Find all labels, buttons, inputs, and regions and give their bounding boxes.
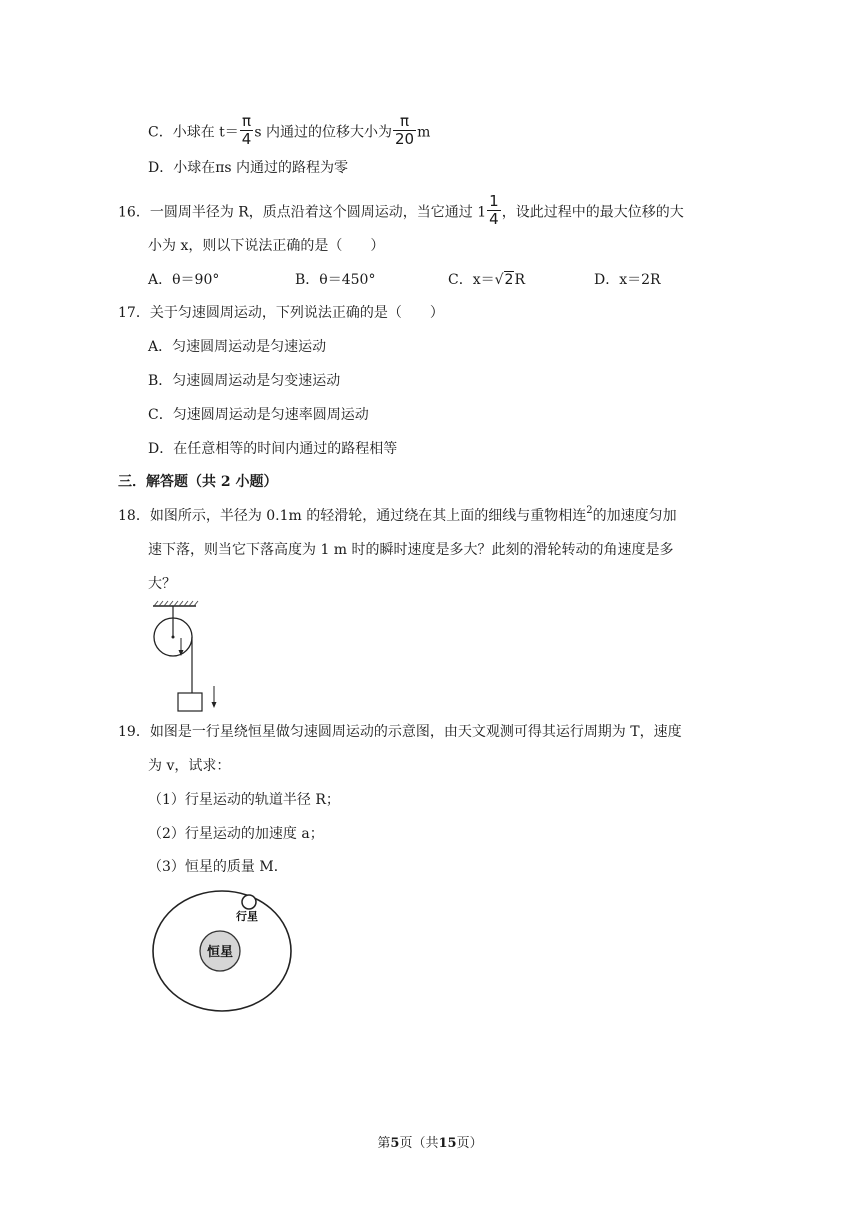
q16-option-a: A．θ＝90°: [148, 272, 220, 288]
star-label: 恒星: [206, 945, 234, 960]
q16-stem-line1: 16．一圆周半径为 R，质点沿着这个圆周运动，当它通过 1 $\frac{1}{4}$ ，设此过程中的最大位移的大: [118, 192, 684, 228]
q17-option-b: B．匀速圆周运动是匀变速运动: [148, 373, 341, 389]
section-heading: 三．解答题（共 2 小题）: [118, 474, 278, 490]
q15-c-fraction-1: $\frac{\pi}{4}$: [241, 112, 252, 148]
q15-c-fraction-2: $\frac{\pi}{20}$: [394, 112, 415, 148]
q16-option-d: D．x＝2R: [594, 272, 661, 288]
q17-option-a: A．匀速圆周运动是匀速运动: [148, 339, 327, 355]
q19-part-2: （2）行星运动的加速度 a；: [148, 826, 324, 842]
q18-stem-line2: 速下落，则当它下落高度为 1 m 时的瞬时速度是多大？此刻的滑轮转动的角速度是多: [148, 542, 674, 558]
page-footer: 第5页（共15页）: [377, 1136, 483, 1151]
q18-superscript: 2: [586, 505, 593, 516]
q17-option-c: C．匀速圆周运动是匀速率圆周运动: [148, 407, 369, 423]
q16-option-b: B．θ＝450°: [295, 272, 376, 288]
q16-c-radicand: 2: [504, 272, 514, 288]
pulley-figure: [148, 600, 238, 715]
planet-label: 行星: [236, 910, 258, 923]
q16-stem-line2: 小为 x，则以下说法正确的是（ ）: [148, 238, 385, 254]
total-pages: 15: [438, 1136, 457, 1151]
q19-stem-line1: 19．如图是一行星绕恒星做匀速圆周运动的示意图，由天文观测可得其运行周期为 T，速度: [118, 724, 682, 740]
q16-fraction: $\frac{1}{4}$: [489, 192, 499, 228]
orbit-figure: [150, 888, 300, 1016]
q15-option-c: [148, 112, 431, 150]
q19-part-3: （3）恒星的质量 M．: [148, 859, 288, 875]
q18-stem-line3: 大？: [148, 576, 176, 592]
page-number: 5: [390, 1136, 400, 1151]
q15-c-unit: m: [417, 124, 431, 141]
q15-option-d: D．小球在πs 内通过的路程为零: [148, 160, 349, 176]
q15-c-mid: s 内通过的位移大小为: [254, 124, 392, 141]
q17-stem: 17．关于匀速圆周运动，下列说法正确的是（ ）: [118, 305, 444, 321]
sqrt-icon: √: [494, 272, 504, 288]
q19-part-1: （1）行星运动的轨道半径 R；: [148, 792, 340, 808]
q19-stem-line2: 为 v，试求：: [148, 758, 231, 774]
q18-stem-line1: 18．如图所示，半径为 0.1m 的轻滑轮，通过绕在其上面的细线与重物相连$^2$的加速度匀加: [118, 505, 677, 524]
q17-option-d: D．在任意相等的时间内通过的路程相等: [148, 441, 398, 457]
q16-option-c: C．x＝√2R: [448, 272, 525, 288]
q15-c-prefix: C．小球在 t＝: [148, 124, 239, 141]
